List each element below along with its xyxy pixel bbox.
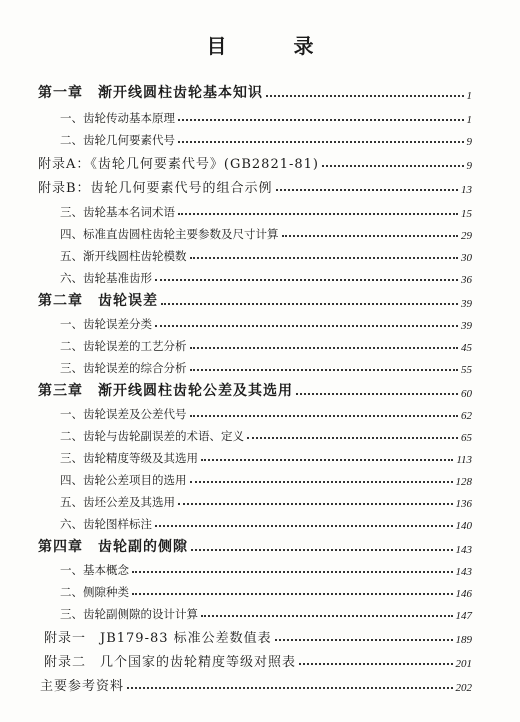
toc-section-row[interactable] [60,332,472,354]
toc-chapter-row[interactable] [38,288,472,310]
toc-entry-label: 附录一 JB179-83 标准公差数值表 [44,631,272,646]
toc-entry-label: 主要参考资料 [40,679,125,694]
toc-section-row[interactable] [60,600,472,622]
dot-leader [190,415,459,417]
toc-entry-label: 四、标准直齿圆柱齿轮主要参数及尺寸计算 [60,227,279,241]
dot-leader [178,503,453,505]
dot-leader [132,593,453,595]
toc-entry-label: 二、齿轮误差的工艺分析 [60,339,187,353]
dot-leader [247,437,458,439]
toc-section-row[interactable] [60,242,472,264]
toc-appendix-row[interactable] [44,624,472,646]
toc-section-row[interactable] [60,310,472,332]
toc-appendix-row[interactable] [44,648,472,670]
toc-section-row[interactable] [60,556,472,578]
toc-section-row[interactable] [60,488,472,510]
dot-leader [266,95,464,97]
toc-page-number: 189 [455,634,472,646]
toc-section-row[interactable] [60,400,472,422]
dot-leader [190,347,459,349]
toc-page-number: 62 [461,410,472,422]
dot-leader [190,481,453,483]
dot-leader [322,165,464,167]
toc-appendix-row[interactable] [38,150,472,172]
toc-page-number: 146 [455,588,472,600]
toc-section-row[interactable] [60,466,472,488]
toc-page-number: 1 [466,90,472,102]
toc-entry-label: 五、渐开线圆柱齿轮模数 [60,249,187,263]
toc-entry-label: 第一章 渐开线圆柱齿轮基本知识 [38,85,263,101]
toc-entry-label: 附录B：齿轮几何要素代号的组合示例 [38,181,273,196]
dot-leader [282,235,459,237]
dot-leader [178,141,464,143]
dot-leader [190,369,459,371]
toc-section-row[interactable] [60,220,472,242]
toc-page-number: 143 [455,566,472,578]
toc-entry-label: 三、齿轮基本名词术语 [60,205,175,219]
dot-leader [191,549,453,551]
toc-section-row[interactable] [60,422,472,444]
toc-page-number: 30 [461,252,472,264]
toc-page-number: 202 [455,682,472,694]
toc-page-number: 39 [461,298,472,310]
toc-page-number: 45 [461,342,472,354]
dot-leader [155,325,458,327]
toc-page-number: 13 [461,184,472,196]
toc-page-number: 55 [461,364,472,376]
dot-leader [201,459,453,461]
toc-page-number: 65 [461,432,472,444]
toc-entry-label: 一、基本概念 [60,563,129,577]
toc-section-row[interactable] [60,198,472,220]
page-title: 目 录 [206,34,344,58]
toc-page-number: 143 [455,544,472,556]
toc-chapter-row[interactable] [38,378,472,400]
dot-leader [127,687,452,689]
dot-leader [276,189,458,191]
toc-entry-label: 一、齿轮误差分类 [60,317,152,331]
toc-page-number: 140 [455,520,472,532]
toc-entry-label: 五、齿坯公差及其选用 [60,495,175,509]
toc-section-row[interactable] [60,444,472,466]
toc-page-number: 9 [466,136,472,148]
toc-entry-label: 三、齿轮误差的综合分析 [60,361,187,375]
toc-entry-label: 三、齿轮副侧隙的设计计算 [60,607,198,621]
toc-entry-label: 六、齿轮基准齿形 [60,271,152,285]
toc-page-number: 9 [466,160,472,172]
toc-page-number: 1 [466,114,472,126]
toc-chapter-row[interactable] [38,534,472,556]
toc-section-row[interactable] [60,578,472,600]
toc-entry-label: 一、齿轮传动基本原理 [60,111,175,125]
dot-leader [296,393,458,395]
toc-entry-label: 三、齿轮精度等级及其选用 [60,451,198,465]
toc-section-row[interactable] [60,264,472,286]
dot-leader [299,663,452,665]
toc-page-number: 201 [455,658,472,670]
toc-section-row[interactable] [60,104,472,126]
toc-entry-label: 第二章 齿轮误差 [38,293,158,309]
toc-entry-label: 二、齿轮与齿轮副误差的术语、定义 [60,429,244,443]
toc-appendix-row[interactable] [40,672,472,694]
toc-page-number: 39 [461,320,472,332]
toc-entry-label: 附录A：《齿轮几何要素代号》(GB2821-81) [38,157,319,172]
toc-section-row[interactable] [60,126,472,148]
toc-entry-label: 四、齿轮公差项目的选用 [60,473,187,487]
toc-entry-label: 第三章 渐开线圆柱齿轮公差及其选用 [38,383,293,399]
toc-page-number: 15 [461,208,472,220]
toc-entry-label: 一、齿轮误差及公差代号 [60,407,187,421]
toc-page-number: 128 [455,476,472,488]
toc-page-number: 29 [461,230,472,242]
dot-leader [190,257,459,259]
toc-entry-label: 六、齿轮图样标注 [60,517,152,531]
toc-page-number: 36 [461,274,472,286]
dot-leader [155,525,453,527]
toc-section-row[interactable] [60,510,472,532]
toc-page-number: 113 [456,454,472,466]
dot-leader [161,303,458,305]
toc-page-number: 136 [455,498,472,510]
dot-leader [178,213,458,215]
toc-entry-label: 二、侧隙种类 [60,585,129,599]
dot-leader [132,571,453,573]
dot-leader [201,615,453,617]
toc-appendix-row[interactable] [38,174,472,196]
toc-entry-label: 附录二 几个国家的齿轮精度等级对照表 [44,655,297,670]
toc-section-row[interactable] [60,354,472,376]
dot-leader [275,639,453,641]
dot-leader [178,119,464,121]
toc-page-number: 147 [455,610,472,622]
toc-entry-label: 第四章 齿轮副的侧隙 [38,539,188,555]
toc-page-number: 60 [461,388,472,400]
toc-entry-label: 二、齿轮几何要素代号 [60,133,175,147]
dot-leader [155,279,458,281]
toc-chapter-row[interactable] [38,80,472,102]
